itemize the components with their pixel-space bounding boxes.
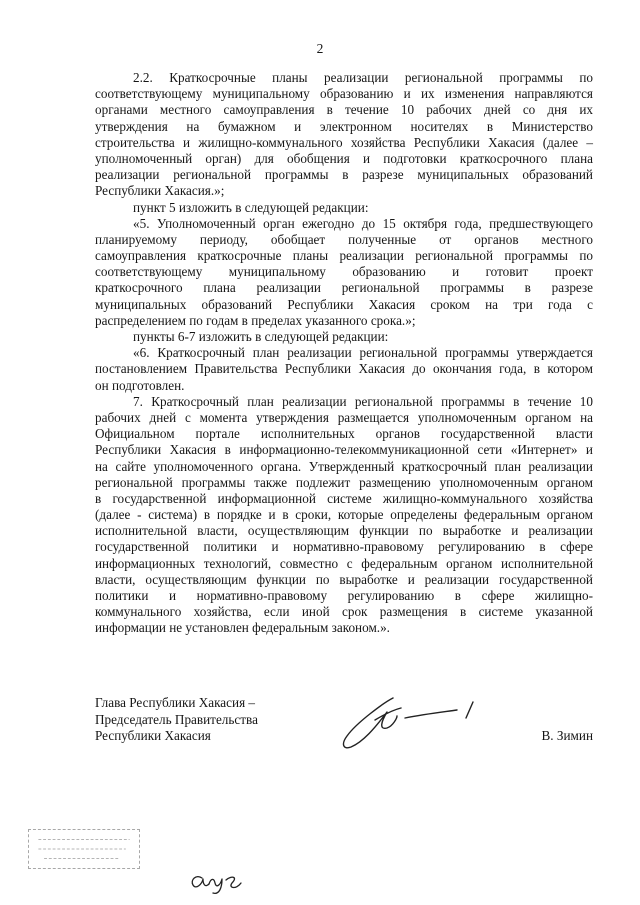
text-line: (далее - система) в порядке и в сроки, которые определены федеральным органом bbox=[95, 507, 593, 523]
stamp-marks bbox=[29, 830, 139, 868]
text-line: органами местного самоуправления в течение 10 рабочих дней со дня их bbox=[95, 102, 593, 118]
instruction-point-5 bbox=[95, 200, 593, 216]
text-line: «5. Уполномоченный орган ежегодно до 15 октября года, предшествующего bbox=[133, 215, 593, 231]
text-line: на сайте уполномоченного органа. Утвержденный краткосрочный план реализации bbox=[95, 458, 593, 474]
signatory-position-line: Председатель Правительства bbox=[95, 711, 258, 727]
paragraph-point-7 bbox=[95, 394, 593, 637]
page-number: 2 bbox=[316, 41, 324, 56]
paragraph-point-5 bbox=[95, 216, 593, 329]
text-line: 2.2. Краткосрочные планы реализации региональной программы по bbox=[133, 70, 593, 85]
signatory-name: В. Зимин bbox=[541, 728, 593, 743]
text-line: распределением по годам в пределах указанного срока.»; bbox=[95, 312, 416, 328]
text-line: информационных технологий, совместно с федеральным органом исполнительной bbox=[95, 555, 593, 571]
text-line: исполнительной власти, осуществляющим функции по выработке и реализации bbox=[95, 523, 593, 539]
signatory-position bbox=[95, 695, 258, 745]
text-line: в государственной информационной системе жилищно-коммунального хозяйства bbox=[95, 490, 593, 506]
text-line: соответствующему муниципальному образованию и их изменения направляются bbox=[95, 86, 593, 102]
text-line: Республики Хакасия в информационно-телекоммуникационной сети «Интернет» и bbox=[95, 442, 593, 458]
text-line: коммунального хозяйства, если иной срок размещения в системе указанной bbox=[95, 604, 593, 620]
text-line: пункты 6-7 изложить в следующей редакции: bbox=[133, 329, 389, 344]
text-line: постановлением Правительства Республики Хакасия до окончания года, в котором bbox=[95, 361, 593, 377]
text-line: пункт 5 изложить в следующей редакции: bbox=[133, 199, 369, 215]
handwritten-initials bbox=[188, 866, 244, 896]
text-line: 7. Краткосрочный план реализации региональной программы в течение 10 bbox=[133, 393, 593, 409]
text-line: самоуправления краткосрочные планы реализации региональной программы по bbox=[95, 248, 593, 264]
text-line: власти, осуществляющим функции по выработке и реализации государственной bbox=[95, 571, 593, 587]
text-line: муниципальных образований Республики Хакасия сроком на три года с bbox=[95, 296, 593, 312]
text-line: региональной программы также подлежит размещению уполномоченным органом bbox=[95, 474, 593, 490]
text-line: уполномоченный орган) для обобщения и подготовки краткосрочного плана bbox=[95, 150, 593, 166]
text-line: он подготовлен. bbox=[95, 377, 185, 393]
text-line: информации не установлен федеральным законом.». bbox=[95, 620, 390, 636]
text-line: рабочих дней с момента утверждения размещается уполномоченным органом на bbox=[95, 409, 593, 425]
text-line: соответствующему муниципальному образованию и готовит проект bbox=[95, 264, 593, 280]
text-line: «6. Краткосрочный план реализации региональной программы утверждается bbox=[133, 345, 593, 361]
handwritten-signature bbox=[335, 692, 485, 752]
paragraph-point-6 bbox=[95, 345, 593, 394]
text-line: краткосрочного плана реализации региональной программы в разрезе bbox=[95, 280, 593, 296]
instruction-points-6-7 bbox=[95, 329, 593, 345]
text-line: реализации региональной программы в разрезе муниципальных образований bbox=[95, 167, 593, 183]
text-line: государственной политики и нормативно-правовому регулированию в сфере bbox=[95, 539, 593, 555]
text-line: Республики Хакасия.»; bbox=[95, 183, 225, 199]
signature-loop bbox=[344, 698, 397, 748]
paragraph-2-2 bbox=[95, 70, 593, 200]
text-line: политики и нормативно-правовому регулированию в сфере жилищно- bbox=[95, 588, 593, 603]
signatory-position-line: Республики Хакасия bbox=[95, 728, 211, 743]
text-line: утверждения на бумажном и электронном носителях в Министерство bbox=[95, 118, 593, 134]
text-line: Официальном портале исполнительных органов государственной власти bbox=[95, 426, 593, 442]
document-body bbox=[95, 70, 593, 637]
signature-dash bbox=[405, 710, 457, 718]
signature-tick bbox=[466, 702, 473, 718]
registry-stamp bbox=[28, 829, 140, 869]
text-line: планируемому периоду, обобщает полученные от органов местного bbox=[95, 231, 593, 247]
text-line: строительства и жилищно-коммунального хозяйства Республики Хакасия (далее – bbox=[95, 134, 593, 150]
signatory-position-line: Глава Республики Хакасия – bbox=[95, 695, 256, 710]
